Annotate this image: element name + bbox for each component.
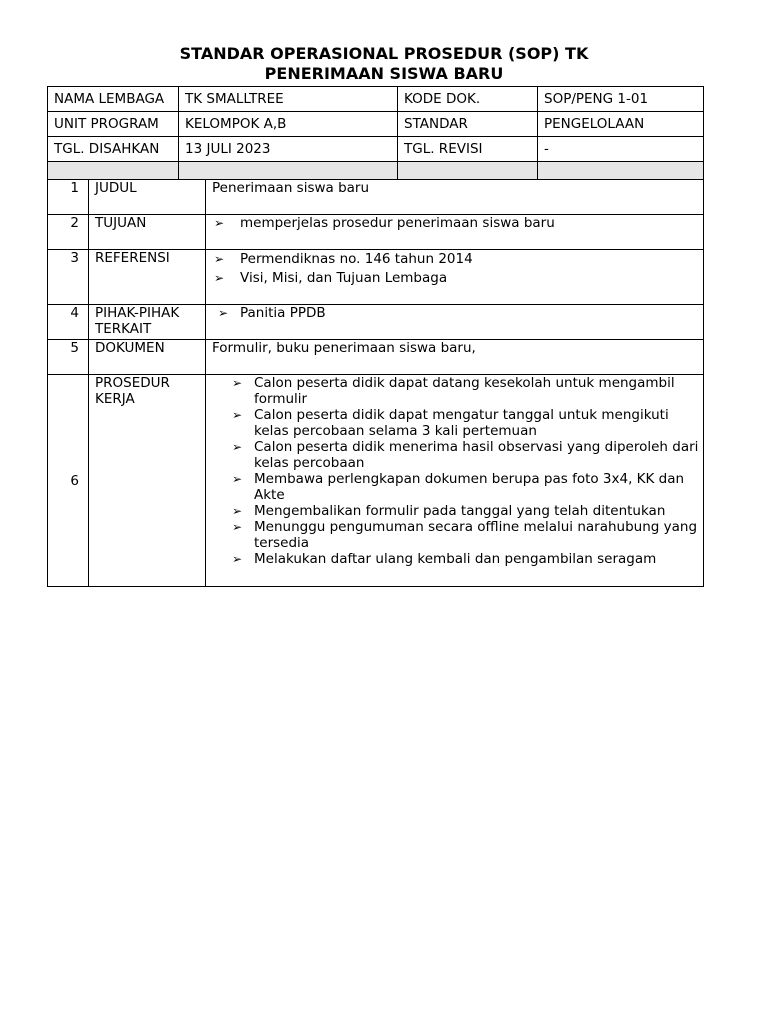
tgl-disahkan-value: 13 JULI 2023 [179,137,398,162]
standar-label: STANDAR [398,112,538,137]
page-title [0,44,768,84]
row-tujuan [48,215,704,250]
list-item: ➢ Calon peserta didik menerima hasil observasi yang diperoleh dari kelas percobaan [232,439,699,471]
list-item: ➢ Calon peserta didik dapat mengatur tanggal untuk mengikuti kelas percobaan selama 3 kali pertemuan [232,407,669,439]
row-number: 1 [48,180,89,215]
tgl-revisi-value: - [538,137,704,162]
row-content: Penerimaan siswa baru [206,180,704,215]
row-number: 3 [48,250,89,305]
row-content [206,305,704,340]
meta-row [48,87,704,112]
list-item: ➢ Visi, Misi, dan Tujuan Lembaga [214,270,448,286]
arrow-bullet-icon: ➢ [232,408,243,422]
row-prosedur-kerja [48,375,704,587]
arrow-bullet-icon: ➢ [232,504,243,518]
meta-spacer-row [48,162,704,180]
arrow-bullet-icon: ➢ [214,216,225,230]
list-item: ➢ Mengembalikan formulir pada tanggal yang telah ditentukan [232,503,666,519]
unit-program-label: UNIT PROGRAM [48,112,179,137]
title-line-1: STANDAR OPERASIONAL PROSEDUR (SOP) TK [179,44,589,63]
row-number: 6 [48,375,89,587]
tgl-revisi-label: TGL. REVISI [398,137,538,162]
standar-value: PENGELOLAAN [538,112,704,137]
row-referensi [48,250,704,305]
list-item: ➢ Panitia PPDB [218,305,326,321]
kode-dok-value: SOP/PENG 1-01 [538,87,704,112]
row-content: Formulir, buku penerimaan siswa baru, [206,340,704,375]
list-item: ➢ Melakukan daftar ulang kembali dan pengambilan seragam [232,551,657,567]
title-line-2: PENERIMAAN SISWA BARU [264,64,504,83]
meta-row [48,112,704,137]
list-item: ➢ Menunggu pengumuman secara offline melalui narahubung yang tersedia [232,519,698,551]
row-pihak-terkait [48,305,704,340]
row-content [206,250,704,305]
row-label: DOKUMEN [89,340,206,375]
list-item: ➢ Calon peserta didik dapat datang kesekolah untuk mengambil formulir [232,375,675,407]
row-number: 5 [48,340,89,375]
row-dokumen [48,340,704,375]
arrow-bullet-icon: ➢ [232,520,243,534]
row-content [206,215,704,250]
nama-lembaga-label: NAMA LEMBAGA [48,87,179,112]
list-item: ➢ Permendiknas no. 146 tahun 2014 [214,251,473,267]
kode-dok-label: KODE DOK. [398,87,538,112]
sop-content-table [47,179,704,587]
document-meta-table [47,86,704,180]
arrow-bullet-icon: ➢ [232,376,243,390]
nama-lembaga-value: TK SMALLTREE [179,87,398,112]
unit-program-value: KELOMPOK A,B [179,112,398,137]
arrow-bullet-icon: ➢ [218,306,229,320]
meta-row [48,137,704,162]
row-label: TUJUAN [89,215,206,250]
list-item: ➢ memperjelas prosedur penerimaan siswa baru [214,215,555,231]
row-number: 2 [48,215,89,250]
arrow-bullet-icon: ➢ [232,552,243,566]
arrow-bullet-icon: ➢ [232,472,243,486]
row-label: PIHAK-PIHAK TERKAIT [89,305,206,340]
row-label: JUDUL [89,180,206,215]
row-label: PROSEDUR KERJA [89,375,206,587]
arrow-bullet-icon: ➢ [214,252,225,266]
list-item: ➢ Membawa perlengkapan dokumen berupa pas foto 3x4, KK dan Akte [232,471,685,503]
row-number: 4 [48,305,89,340]
row-judul [48,180,704,215]
row-label: REFERENSI [89,250,206,305]
arrow-bullet-icon: ➢ [214,271,225,285]
arrow-bullet-icon: ➢ [232,440,243,454]
tgl-disahkan-label: TGL. DISAHKAN [48,137,179,162]
row-content [206,375,704,587]
